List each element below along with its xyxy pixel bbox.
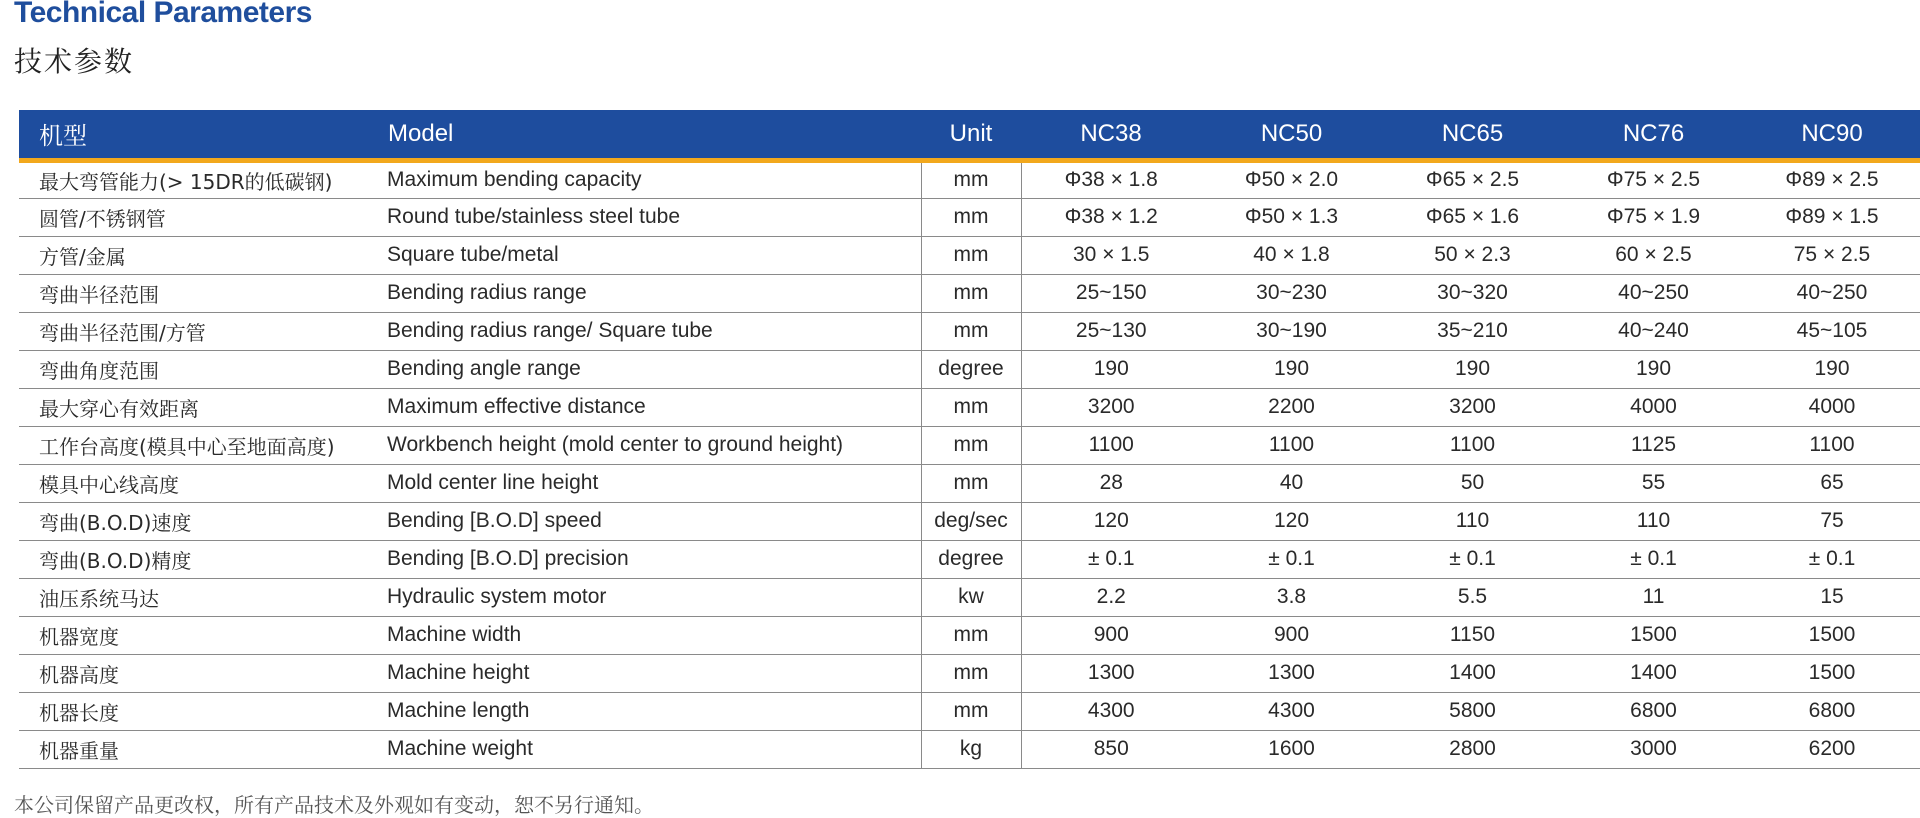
row-label-cn: 工作台高度(模具中心至地面高度) [19, 426, 374, 464]
row-unit: deg/sec [921, 502, 1021, 540]
row-value-nc65: ± 0.1 [1382, 540, 1563, 578]
header-model-nc90: NC90 [1744, 110, 1920, 160]
row-value-nc90: 1100 [1744, 426, 1920, 464]
row-label-cn: 圆管/不锈钢管 [19, 198, 374, 236]
table-row [19, 654, 1920, 692]
row-label-cn: 机器重量 [19, 730, 374, 768]
row-value-nc65: 1400 [1382, 654, 1563, 692]
row-value-nc76: 60 × 2.5 [1563, 236, 1744, 274]
row-label-en: Bending [B.O.D] speed [374, 502, 921, 540]
row-label-en: Machine weight [374, 730, 921, 768]
table-header-row [19, 110, 1920, 160]
row-label-cn: 弯曲角度范围 [19, 350, 374, 388]
row-unit: mm [921, 464, 1021, 502]
table-row [19, 578, 1920, 616]
table-row [19, 464, 1920, 502]
footnote: 本公司保留产品更改权，所有产品技术及外观如有变动，恕不另行通知。 [14, 793, 654, 817]
row-value-nc76: 40~250 [1563, 274, 1744, 312]
row-label-en: Bending radius range/ Square tube [374, 312, 921, 350]
row-value-nc65: 1150 [1382, 616, 1563, 654]
row-value-nc38: 850 [1021, 730, 1201, 768]
row-label-cn: 机器高度 [19, 654, 374, 692]
row-value-nc50: 120 [1201, 502, 1382, 540]
row-value-nc38: 25~130 [1021, 312, 1201, 350]
row-value-nc90: 4000 [1744, 388, 1920, 426]
row-label-en: Mold center line height [374, 464, 921, 502]
header-unit: Unit [921, 110, 1021, 160]
row-value-nc50: 30~190 [1201, 312, 1382, 350]
row-label-en: Bending [B.O.D] precision [374, 540, 921, 578]
row-value-nc38: Φ38 × 1.2 [1021, 198, 1201, 236]
row-label-cn: 机器宽度 [19, 616, 374, 654]
table-row [19, 236, 1920, 274]
row-value-nc76: ± 0.1 [1563, 540, 1744, 578]
row-value-nc50: 1100 [1201, 426, 1382, 464]
row-value-nc90: 65 [1744, 464, 1920, 502]
table-row [19, 274, 1920, 312]
row-value-nc76: 6800 [1563, 692, 1744, 730]
row-value-nc90: 75 × 2.5 [1744, 236, 1920, 274]
row-value-nc38: 2.2 [1021, 578, 1201, 616]
row-value-nc65: 2800 [1382, 730, 1563, 768]
table-row [19, 160, 1920, 198]
row-value-nc90: 6200 [1744, 730, 1920, 768]
row-value-nc65: 190 [1382, 350, 1563, 388]
row-value-nc76: Φ75 × 1.9 [1563, 198, 1744, 236]
row-value-nc38: ± 0.1 [1021, 540, 1201, 578]
row-value-nc50: 1300 [1201, 654, 1382, 692]
row-value-nc65: 30~320 [1382, 274, 1563, 312]
row-value-nc38: 190 [1021, 350, 1201, 388]
row-value-nc50: 40 [1201, 464, 1382, 502]
row-value-nc38: 1100 [1021, 426, 1201, 464]
row-value-nc90: ± 0.1 [1744, 540, 1920, 578]
row-value-nc65: Φ65 × 2.5 [1382, 160, 1563, 198]
row-value-nc38: 25~150 [1021, 274, 1201, 312]
row-value-nc50: 1600 [1201, 730, 1382, 768]
row-unit: mm [921, 160, 1021, 198]
row-value-nc50: 900 [1201, 616, 1382, 654]
row-label-cn: 弯曲半径范围/方管 [19, 312, 374, 350]
header-model-cn: 机型 [19, 110, 374, 160]
row-label-cn: 油压系统马达 [19, 578, 374, 616]
row-label-en: Bending angle range [374, 350, 921, 388]
row-unit: kg [921, 730, 1021, 768]
page-title-cn: 技术参数 [14, 45, 135, 78]
row-value-nc90: 40~250 [1744, 274, 1920, 312]
table-row [19, 616, 1920, 654]
row-value-nc76: 110 [1563, 502, 1744, 540]
technical-parameters-table-wrapper [19, 110, 1920, 769]
table-body [19, 160, 1920, 768]
row-label-en: Workbench height (mold center to ground height) [374, 426, 921, 464]
row-value-nc65: 110 [1382, 502, 1563, 540]
row-value-nc90: 15 [1744, 578, 1920, 616]
row-value-nc50: ± 0.1 [1201, 540, 1382, 578]
row-label-en: Round tube/stainless steel tube [374, 198, 921, 236]
row-label-en: Maximum bending capacity [374, 160, 921, 198]
row-value-nc38: 30 × 1.5 [1021, 236, 1201, 274]
row-value-nc90: 75 [1744, 502, 1920, 540]
row-value-nc76: 190 [1563, 350, 1744, 388]
row-value-nc76: 1500 [1563, 616, 1744, 654]
row-value-nc76: 11 [1563, 578, 1744, 616]
row-label-en: Square tube/metal [374, 236, 921, 274]
row-label-en: Hydraulic system motor [374, 578, 921, 616]
row-value-nc50: 40 × 1.8 [1201, 236, 1382, 274]
row-value-nc65: 3200 [1382, 388, 1563, 426]
row-value-nc65: 5800 [1382, 692, 1563, 730]
table-row [19, 502, 1920, 540]
row-value-nc90: Φ89 × 1.5 [1744, 198, 1920, 236]
row-value-nc65: 50 [1382, 464, 1563, 502]
header-model-nc76: NC76 [1563, 110, 1744, 160]
row-value-nc90: 6800 [1744, 692, 1920, 730]
row-unit: mm [921, 388, 1021, 426]
row-value-nc90: Φ89 × 2.5 [1744, 160, 1920, 198]
row-value-nc50: 30~230 [1201, 274, 1382, 312]
table-row [19, 312, 1920, 350]
table-row [19, 730, 1920, 768]
row-value-nc65: 1100 [1382, 426, 1563, 464]
row-label-cn: 弯曲半径范围 [19, 274, 374, 312]
table-row [19, 426, 1920, 464]
row-value-nc76: Φ75 × 2.5 [1563, 160, 1744, 198]
row-unit: mm [921, 236, 1021, 274]
row-value-nc65: 5.5 [1382, 578, 1563, 616]
row-value-nc50: 4300 [1201, 692, 1382, 730]
row-unit: mm [921, 198, 1021, 236]
row-value-nc38: 4300 [1021, 692, 1201, 730]
row-unit: mm [921, 692, 1021, 730]
table-row [19, 198, 1920, 236]
row-value-nc76: 3000 [1563, 730, 1744, 768]
row-value-nc50: 190 [1201, 350, 1382, 388]
row-value-nc65: 35~210 [1382, 312, 1563, 350]
row-value-nc90: 45~105 [1744, 312, 1920, 350]
header-model-nc38: NC38 [1021, 110, 1201, 160]
row-value-nc50: 3.8 [1201, 578, 1382, 616]
row-label-en: Maximum effective distance [374, 388, 921, 426]
row-value-nc38: 900 [1021, 616, 1201, 654]
header-model-en: Model [374, 110, 921, 160]
row-label-en: Machine width [374, 616, 921, 654]
row-label-cn: 最大穿心有效距离 [19, 388, 374, 426]
technical-parameters-table [19, 110, 1920, 769]
row-unit: kw [921, 578, 1021, 616]
row-label-en: Machine length [374, 692, 921, 730]
row-label-cn: 弯曲(B.O.D)速度 [19, 502, 374, 540]
row-value-nc50: Φ50 × 1.3 [1201, 198, 1382, 236]
row-unit: degree [921, 540, 1021, 578]
row-label-cn: 最大弯管能力(> 15DR的低碳钢) [19, 160, 374, 198]
row-value-nc65: 50 × 2.3 [1382, 236, 1563, 274]
row-value-nc50: 2200 [1201, 388, 1382, 426]
row-unit: mm [921, 654, 1021, 692]
table-row [19, 540, 1920, 578]
page-title-en: Technical Parameters [14, 0, 312, 29]
row-label-cn: 弯曲(B.O.D)精度 [19, 540, 374, 578]
table-row [19, 692, 1920, 730]
row-label-cn: 机器长度 [19, 692, 374, 730]
row-value-nc65: Φ65 × 1.6 [1382, 198, 1563, 236]
row-label-en: Machine height [374, 654, 921, 692]
table-row [19, 388, 1920, 426]
row-value-nc38: 120 [1021, 502, 1201, 540]
row-unit: mm [921, 274, 1021, 312]
row-label-cn: 方管/金属 [19, 236, 374, 274]
row-value-nc38: Φ38 × 1.8 [1021, 160, 1201, 198]
row-label-en: Bending radius range [374, 274, 921, 312]
row-unit: mm [921, 426, 1021, 464]
row-label-cn: 模具中心线高度 [19, 464, 374, 502]
row-unit: mm [921, 616, 1021, 654]
row-value-nc38: 1300 [1021, 654, 1201, 692]
row-value-nc90: 1500 [1744, 654, 1920, 692]
header-model-nc65: NC65 [1382, 110, 1563, 160]
row-value-nc76: 55 [1563, 464, 1744, 502]
row-value-nc90: 1500 [1744, 616, 1920, 654]
row-value-nc76: 1125 [1563, 426, 1744, 464]
row-value-nc90: 190 [1744, 350, 1920, 388]
row-value-nc50: Φ50 × 2.0 [1201, 160, 1382, 198]
row-value-nc76: 1400 [1563, 654, 1744, 692]
row-value-nc76: 40~240 [1563, 312, 1744, 350]
row-value-nc38: 3200 [1021, 388, 1201, 426]
header-model-nc50: NC50 [1201, 110, 1382, 160]
table-row [19, 350, 1920, 388]
row-unit: mm [921, 312, 1021, 350]
row-value-nc38: 28 [1021, 464, 1201, 502]
row-unit: degree [921, 350, 1021, 388]
row-value-nc76: 4000 [1563, 388, 1744, 426]
